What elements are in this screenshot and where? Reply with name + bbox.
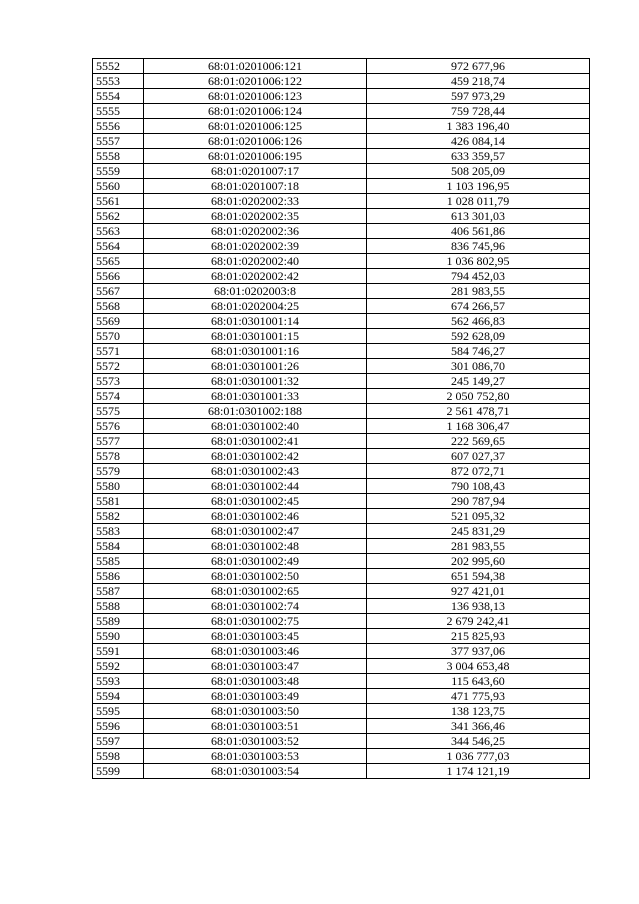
cadastral-number-cell: 68:01:0301003:51	[144, 719, 367, 734]
table-row	[93, 119, 590, 134]
cadastral-value-cell: 2 679 242,41	[367, 614, 590, 629]
row-number-cell: 5569	[93, 314, 144, 329]
row-number-cell: 5597	[93, 734, 144, 749]
cadastral-value-cell: 836 745,96	[367, 239, 590, 254]
cadastral-number-cell: 68:01:0301001:16	[144, 344, 367, 359]
row-number-cell: 5562	[93, 209, 144, 224]
table-row	[93, 629, 590, 644]
table-row	[93, 659, 590, 674]
row-number-cell: 5582	[93, 509, 144, 524]
table-row	[93, 284, 590, 299]
cadastral-number-cell: 68:01:0301001:33	[144, 389, 367, 404]
cadastral-number-cell: 68:01:0301003:50	[144, 704, 367, 719]
cadastral-value-cell: 584 746,27	[367, 344, 590, 359]
table-row	[93, 494, 590, 509]
row-number-cell: 5563	[93, 224, 144, 239]
cadastral-value-cell: 459 218,74	[367, 74, 590, 89]
row-number-cell: 5572	[93, 359, 144, 374]
row-number-cell: 5576	[93, 419, 144, 434]
cadastral-value-cell: 1 383 196,40	[367, 119, 590, 134]
cadastral-number-cell: 68:01:0301003:46	[144, 644, 367, 659]
cadastral-number-cell: 68:01:0301001:14	[144, 314, 367, 329]
cadastral-number-cell: 68:01:0202002:33	[144, 194, 367, 209]
table-row	[93, 539, 590, 554]
cadastral-number-cell: 68:01:0201007:17	[144, 164, 367, 179]
table-row	[93, 614, 590, 629]
cadastral-number-cell: 68:01:0201006:121	[144, 59, 367, 74]
cadastral-number-cell: 68:01:0301002:43	[144, 464, 367, 479]
cadastral-number-cell: 68:01:0202003:8	[144, 284, 367, 299]
row-number-cell: 5595	[93, 704, 144, 719]
table-row	[93, 644, 590, 659]
cadastral-value-cell: 222 569,65	[367, 434, 590, 449]
row-number-cell: 5565	[93, 254, 144, 269]
table-row	[93, 239, 590, 254]
table-row	[93, 734, 590, 749]
row-number-cell: 5579	[93, 464, 144, 479]
table-row	[93, 194, 590, 209]
row-number-cell: 5555	[93, 104, 144, 119]
cadastral-value-cell: 790 108,43	[367, 479, 590, 494]
cadastral-number-cell: 68:01:0202002:36	[144, 224, 367, 239]
table-row	[93, 764, 590, 779]
cadastral-value-cell: 651 594,38	[367, 569, 590, 584]
row-number-cell: 5596	[93, 719, 144, 734]
cadastral-value-cell: 759 728,44	[367, 104, 590, 119]
row-number-cell: 5552	[93, 59, 144, 74]
cadastral-number-cell: 68:01:0301003:47	[144, 659, 367, 674]
row-number-cell: 5554	[93, 89, 144, 104]
cadastral-value-cell: 3 004 653,48	[367, 659, 590, 674]
cadastral-value-cell: 281 983,55	[367, 284, 590, 299]
cadastral-number-cell: 68:01:0301003:49	[144, 689, 367, 704]
table-row	[93, 689, 590, 704]
row-number-cell: 5570	[93, 329, 144, 344]
cadastral-value-cell: 136 938,13	[367, 599, 590, 614]
cadastral-value-cell: 245 149,27	[367, 374, 590, 389]
cadastral-number-cell: 68:01:0201006:123	[144, 89, 367, 104]
cadastral-number-cell: 68:01:0301003:54	[144, 764, 367, 779]
table-row	[93, 599, 590, 614]
cadastral-number-cell: 68:01:0202002:39	[144, 239, 367, 254]
cadastral-number-cell: 68:01:0202002:35	[144, 209, 367, 224]
cadastral-value-cell: 138 123,75	[367, 704, 590, 719]
table-row	[93, 524, 590, 539]
table-row	[93, 554, 590, 569]
cadastral-number-cell: 68:01:0301002:46	[144, 509, 367, 524]
row-number-cell: 5558	[93, 149, 144, 164]
table-row	[93, 329, 590, 344]
row-number-cell: 5585	[93, 554, 144, 569]
cadastral-value-cell: 633 359,57	[367, 149, 590, 164]
cadastral-number-cell: 68:01:0201006:195	[144, 149, 367, 164]
cadastral-number-cell: 68:01:0301002:47	[144, 524, 367, 539]
cadastral-value-cell: 406 561,86	[367, 224, 590, 239]
row-number-cell: 5598	[93, 749, 144, 764]
table-row	[93, 314, 590, 329]
cadastral-number-cell: 68:01:0202004:25	[144, 299, 367, 314]
row-number-cell: 5556	[93, 119, 144, 134]
cadastral-number-cell: 68:01:0301001:15	[144, 329, 367, 344]
table-row	[93, 374, 590, 389]
cadastral-value-cell: 301 086,70	[367, 359, 590, 374]
cadastral-value-cell: 927 421,01	[367, 584, 590, 599]
row-number-cell: 5593	[93, 674, 144, 689]
row-number-cell: 5566	[93, 269, 144, 284]
table-row	[93, 479, 590, 494]
row-number-cell: 5578	[93, 449, 144, 464]
cadastral-number-cell: 68:01:0301002:188	[144, 404, 367, 419]
cadastral-number-cell: 68:01:0301002:65	[144, 584, 367, 599]
row-number-cell: 5574	[93, 389, 144, 404]
table-row	[93, 719, 590, 734]
cadastral-value-cell: 1 028 011,79	[367, 194, 590, 209]
row-number-cell: 5553	[93, 74, 144, 89]
table-row	[93, 569, 590, 584]
cadastral-value-cell: 426 084,14	[367, 134, 590, 149]
table-row	[93, 344, 590, 359]
cadastral-value-cell: 2 050 752,80	[367, 389, 590, 404]
table-row	[93, 164, 590, 179]
table-row	[93, 674, 590, 689]
row-number-cell: 5590	[93, 629, 144, 644]
table-row	[93, 449, 590, 464]
cadastral-number-cell: 68:01:0301002:74	[144, 599, 367, 614]
cadastral-value-cell: 1 103 196,95	[367, 179, 590, 194]
cadastral-value-cell: 592 628,09	[367, 329, 590, 344]
row-number-cell: 5557	[93, 134, 144, 149]
row-number-cell: 5575	[93, 404, 144, 419]
cadastral-value-cell: 607 027,37	[367, 449, 590, 464]
table-row	[93, 134, 590, 149]
table-row	[93, 104, 590, 119]
table-row	[93, 584, 590, 599]
row-number-cell: 5586	[93, 569, 144, 584]
cadastral-value-cell: 562 466,83	[367, 314, 590, 329]
cadastral-number-cell: 68:01:0301002:44	[144, 479, 367, 494]
table-row	[93, 179, 590, 194]
cadastral-value-table	[92, 58, 590, 779]
cadastral-number-cell: 68:01:0201006:125	[144, 119, 367, 134]
cadastral-value-cell: 1 036 777,03	[367, 749, 590, 764]
cadastral-value-cell: 508 205,09	[367, 164, 590, 179]
cadastral-value-cell: 290 787,94	[367, 494, 590, 509]
row-number-cell: 5584	[93, 539, 144, 554]
table-body	[93, 59, 590, 779]
cadastral-value-cell: 202 995,60	[367, 554, 590, 569]
table-row	[93, 464, 590, 479]
cadastral-value-cell: 1 036 802,95	[367, 254, 590, 269]
table-row	[93, 389, 590, 404]
cadastral-value-cell: 972 677,96	[367, 59, 590, 74]
cadastral-number-cell: 68:01:0301003:52	[144, 734, 367, 749]
row-number-cell: 5599	[93, 764, 144, 779]
row-number-cell: 5559	[93, 164, 144, 179]
row-number-cell: 5573	[93, 374, 144, 389]
table-row	[93, 419, 590, 434]
cadastral-number-cell: 68:01:0201007:18	[144, 179, 367, 194]
cadastral-value-cell: 245 831,29	[367, 524, 590, 539]
cadastral-number-cell: 68:01:0301002:41	[144, 434, 367, 449]
cadastral-number-cell: 68:01:0201006:126	[144, 134, 367, 149]
cadastral-value-cell: 341 366,46	[367, 719, 590, 734]
cadastral-number-cell: 68:01:0301003:48	[144, 674, 367, 689]
table-row	[93, 269, 590, 284]
row-number-cell: 5591	[93, 644, 144, 659]
cadastral-number-cell: 68:01:0301002:45	[144, 494, 367, 509]
table-row	[93, 749, 590, 764]
row-number-cell: 5568	[93, 299, 144, 314]
cadastral-number-cell: 68:01:0202002:42	[144, 269, 367, 284]
cadastral-number-cell: 68:01:0301003:53	[144, 749, 367, 764]
table-row	[93, 299, 590, 314]
cadastral-number-cell: 68:01:0301002:50	[144, 569, 367, 584]
cadastral-value-cell: 471 775,93	[367, 689, 590, 704]
cadastral-value-cell: 115 643,60	[367, 674, 590, 689]
cadastral-number-cell: 68:01:0301002:40	[144, 419, 367, 434]
table-row	[93, 359, 590, 374]
row-number-cell: 5577	[93, 434, 144, 449]
cadastral-value-cell: 215 825,93	[367, 629, 590, 644]
table-row	[93, 254, 590, 269]
cadastral-value-cell: 1 174 121,19	[367, 764, 590, 779]
cadastral-value-cell: 794 452,03	[367, 269, 590, 284]
row-number-cell: 5588	[93, 599, 144, 614]
cadastral-value-cell: 2 561 478,71	[367, 404, 590, 419]
cadastral-value-cell: 1 168 306,47	[367, 419, 590, 434]
cadastral-value-cell: 521 095,32	[367, 509, 590, 524]
table-row	[93, 434, 590, 449]
cadastral-value-cell: 674 266,57	[367, 299, 590, 314]
table-row	[93, 149, 590, 164]
row-number-cell: 5571	[93, 344, 144, 359]
cadastral-value-cell: 613 301,03	[367, 209, 590, 224]
row-number-cell: 5583	[93, 524, 144, 539]
cadastral-number-cell: 68:01:0202002:40	[144, 254, 367, 269]
row-number-cell: 5560	[93, 179, 144, 194]
table-row	[93, 74, 590, 89]
row-number-cell: 5589	[93, 614, 144, 629]
cadastral-number-cell: 68:01:0301002:75	[144, 614, 367, 629]
cadastral-number-cell: 68:01:0301001:32	[144, 374, 367, 389]
cadastral-number-cell: 68:01:0301002:48	[144, 539, 367, 554]
cadastral-number-cell: 68:01:0301002:42	[144, 449, 367, 464]
table-row	[93, 704, 590, 719]
row-number-cell: 5567	[93, 284, 144, 299]
cadastral-number-cell: 68:01:0301001:26	[144, 359, 367, 374]
table-row	[93, 224, 590, 239]
row-number-cell: 5592	[93, 659, 144, 674]
cadastral-value-cell: 281 983,55	[367, 539, 590, 554]
table-row	[93, 404, 590, 419]
table-row	[93, 59, 590, 74]
cadastral-value-cell: 344 546,25	[367, 734, 590, 749]
cadastral-number-cell: 68:01:0201006:122	[144, 74, 367, 89]
cadastral-number-cell: 68:01:0301003:45	[144, 629, 367, 644]
row-number-cell: 5580	[93, 479, 144, 494]
cadastral-value-cell: 872 072,71	[367, 464, 590, 479]
row-number-cell: 5564	[93, 239, 144, 254]
row-number-cell: 5587	[93, 584, 144, 599]
cadastral-value-cell: 377 937,06	[367, 644, 590, 659]
cadastral-number-cell: 68:01:0201006:124	[144, 104, 367, 119]
cadastral-value-cell: 597 973,29	[367, 89, 590, 104]
table-row	[93, 89, 590, 104]
table-row	[93, 509, 590, 524]
table-row	[93, 209, 590, 224]
row-number-cell: 5594	[93, 689, 144, 704]
row-number-cell: 5581	[93, 494, 144, 509]
cadastral-number-cell: 68:01:0301002:49	[144, 554, 367, 569]
row-number-cell: 5561	[93, 194, 144, 209]
